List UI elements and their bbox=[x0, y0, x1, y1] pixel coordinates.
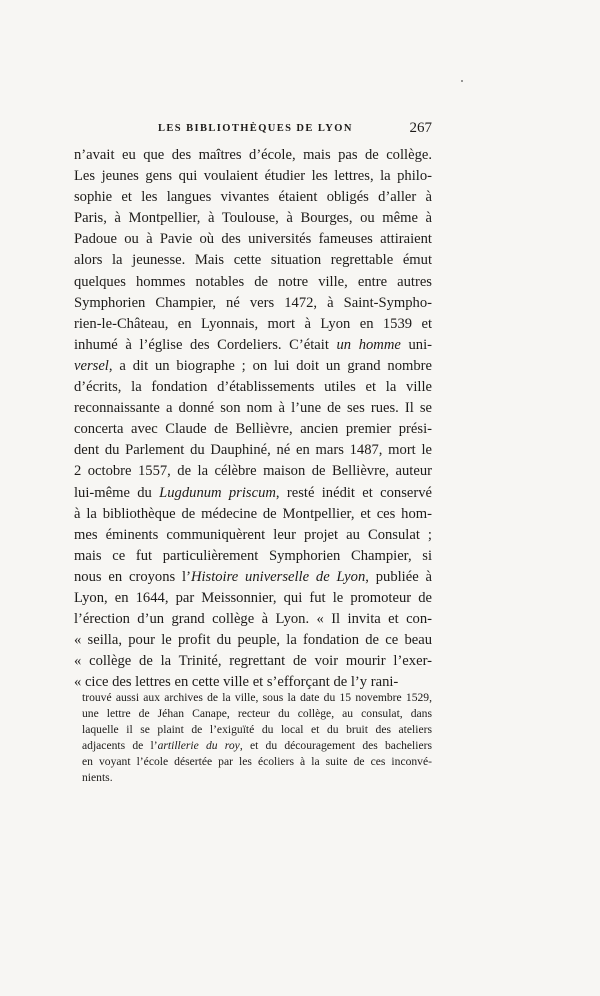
text-segment: d’écrits, la fondation d’établissements utiles et la ville bbox=[74, 379, 432, 396]
text-line bbox=[74, 525, 432, 546]
text-line bbox=[74, 250, 432, 271]
text-line bbox=[74, 651, 432, 672]
text-segment: « cice des lettres en cette ville et s’efforçant de l’y rani- bbox=[74, 674, 399, 691]
text-line bbox=[74, 546, 432, 567]
text-segment: Les jeunes gens qui voulaient étudier les lettres, la philo- bbox=[74, 168, 432, 185]
text-line bbox=[74, 293, 432, 314]
text-segment: , publiée à bbox=[365, 568, 432, 585]
text-segment: uni- bbox=[400, 336, 432, 353]
italic-text: versel bbox=[74, 357, 109, 374]
main-text bbox=[74, 145, 432, 693]
text-line bbox=[74, 356, 432, 377]
page-header bbox=[74, 120, 432, 140]
text-segment: nients. bbox=[82, 771, 113, 784]
text-segment: lui-même du bbox=[74, 484, 160, 501]
page-speck bbox=[461, 80, 463, 82]
text-segment: à la bibliothèque de médecine de Montpellier, et ces hom- bbox=[74, 505, 432, 522]
text-line bbox=[74, 208, 432, 229]
text-line bbox=[74, 440, 432, 461]
italic-text: Histoire universelle de Lyon bbox=[190, 568, 366, 585]
footnote-line bbox=[82, 722, 432, 738]
text-line bbox=[74, 145, 432, 166]
footnote-line bbox=[82, 706, 432, 722]
footnote-line bbox=[82, 754, 432, 770]
text-line bbox=[74, 335, 432, 356]
footnote-line bbox=[82, 690, 432, 706]
text-line bbox=[74, 229, 432, 250]
text-segment: , a dit un biographe ; on lui doit un grand nombre bbox=[108, 357, 432, 374]
text-line bbox=[74, 461, 432, 482]
text-line bbox=[74, 166, 432, 187]
footnote bbox=[82, 690, 432, 786]
text-segment: dent du Parlement du Dauphiné, né en mars 1487, mort le bbox=[74, 442, 432, 459]
footnote-line bbox=[82, 738, 432, 754]
italic-text: un homme bbox=[336, 336, 401, 353]
text-line bbox=[74, 567, 432, 588]
italic-text: artillerie du roy bbox=[157, 739, 240, 752]
text-segment: , resté inédit et conservé bbox=[275, 484, 432, 501]
text-segment: Lyon, en 1644, par Meissonnier, qui fut le promoteur de bbox=[74, 589, 432, 606]
text-segment: Symphorien Champier, né vers 1472, à Saint-Sympho- bbox=[74, 294, 432, 311]
text-segment: adjacents de l’ bbox=[82, 739, 158, 752]
text-segment: concerta avec Claude de Bellièvre, ancien premier prési- bbox=[74, 421, 432, 438]
text-segment: reconnaissante a donné son nom à l’une de ses rues. Il se bbox=[74, 400, 432, 417]
text-segment: mais ce fut particulièrement Symphorien Champier, si bbox=[74, 547, 432, 564]
text-segment: 2 octobre 1557, de la célèbre maison de Bellièvre, auteur bbox=[74, 463, 432, 480]
text-segment: mes éminents communiquèrent leur projet au Consulat ; bbox=[74, 526, 432, 543]
text-segment: nous en croyons l’ bbox=[74, 568, 191, 585]
text-line bbox=[74, 377, 432, 398]
text-segment: Paris, à Montpellier, à Toulouse, à Bourges, ou même à bbox=[74, 210, 432, 227]
running-title: LES BIBLIOTHÈQUES DE LYON bbox=[158, 123, 353, 134]
text-segment: trouvé aussi aux archives de la ville, sous la date du 15 novembre 1529, bbox=[82, 691, 432, 704]
text-segment: inhumé à l’église des Cordeliers. C’était bbox=[74, 336, 337, 353]
page-number: 267 bbox=[409, 120, 432, 136]
text-line bbox=[74, 272, 432, 293]
text-segment: sophie et les langues vivantes étaient obligés d’aller à bbox=[74, 189, 432, 206]
text-line bbox=[74, 588, 432, 609]
text-segment: en voyant l’école désertée par les écoliers à la suite de ces inconvé- bbox=[82, 755, 432, 768]
text-line bbox=[74, 609, 432, 630]
text-segment: alors la jeunesse. Mais cette situation regrettable émut bbox=[74, 252, 432, 269]
text-line bbox=[74, 419, 432, 440]
text-segment: laquelle il se plaint de l’exiguïté du local et du bruit des ateliers bbox=[82, 723, 432, 736]
text-line bbox=[74, 483, 432, 504]
text-segment: rien-le-Château, en Lyonnais, mort à Lyon en 1539 et bbox=[74, 315, 432, 332]
italic-text: Lugdunum priscum bbox=[159, 484, 276, 501]
text-segment: « seilla, pour le profit du peuple, la fondation de ce beau bbox=[74, 632, 432, 649]
text-line bbox=[74, 187, 432, 208]
text-segment: une lettre de Jéhan Canape, recteur du collège, au consulat, dans bbox=[82, 707, 432, 720]
text-segment: , et du découragement des bacheliers bbox=[239, 739, 433, 752]
text-segment: Padoue ou à Pavie où des universités fameuses attiraient bbox=[74, 231, 432, 248]
text-segment: l’érection d’un grand collège à Lyon. « Il invita et con- bbox=[74, 611, 432, 628]
text-line bbox=[74, 504, 432, 525]
text-segment: quelques hommes notables de notre ville, entre autres bbox=[74, 273, 432, 290]
text-line bbox=[74, 398, 432, 419]
text-segment: « collège de la Trinité, regrettant de voir mourir l’exer- bbox=[74, 653, 432, 670]
text-line bbox=[74, 630, 432, 651]
footnote-line bbox=[82, 770, 432, 786]
text-segment: n’avait eu que des maîtres d’école, mais pas de collège. bbox=[74, 147, 432, 163]
text-line bbox=[74, 314, 432, 335]
